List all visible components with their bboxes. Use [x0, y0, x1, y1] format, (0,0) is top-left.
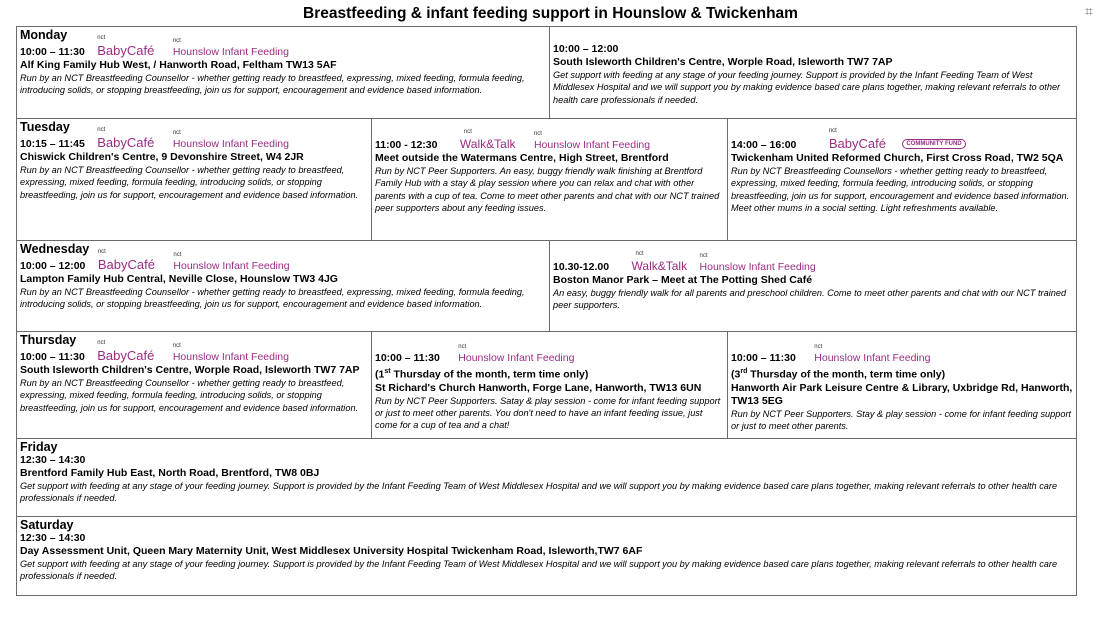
session-location: Brentford Family Hub East, North Road, Brentford, TW8 0BJ	[20, 467, 320, 479]
session-location: St Richard's Church Hanworth, Forge Lane, Hanworth, TW13 6UN	[375, 381, 702, 394]
monday-session-1	[17, 27, 549, 119]
day-label: Saturday	[20, 518, 74, 532]
session-location: Day Assessment Unit, Queen Mary Maternity Unit, West Middlesex University Hospital Twickenham Road, Isleworth,TW7 6AF	[20, 545, 643, 557]
session-description: Run by an NCT Breastfeeding Counsellor - whether getting ready to breastfeed, expressing, mixed feeding, formula feeding, introducing solids, or stopping breastfeeding, join us for support, encouragement and evidence based information.	[20, 287, 525, 310]
babycafe-logo: nct BabyCafé	[828, 128, 886, 151]
session-location: Boston Manor Park – Meet at The Potting Shed Café	[553, 274, 813, 286]
session-description: Run by an NCT Breastfeeding Counsellor - whether getting ready to breastfeed, expressing, mixed feeding, formula feeding, introducing solids, or stopping breastfeeding, join us for support, encouragement and evidence based information.	[20, 165, 359, 200]
session-description: Run by NCT Peer Supporters. Stay & play session - come for infant feeding support or just to meet other parents.	[731, 408, 1072, 431]
thursday-session-2	[371, 332, 727, 439]
babycafe-logo: nct BabyCafé	[97, 249, 155, 272]
friday-session	[17, 439, 1078, 517]
session-frequency: (3rd Thursday of the month, term time only)	[731, 368, 946, 381]
tuesday-session-3	[727, 119, 1078, 241]
monday-session-2	[549, 27, 1078, 119]
session-time: 11:00 - 12:30	[375, 139, 438, 151]
day-label: Friday	[20, 440, 58, 454]
day-label: Monday	[20, 28, 68, 42]
hounslow-infant-feeding-logo: nct Hounslow Infant Feeding	[814, 344, 931, 364]
session-time: 10:00 – 11:30	[375, 352, 440, 364]
babycafe-logo: nct BabyCafé	[97, 127, 155, 150]
session-location: Twickenham United Reformed Church, First Cross Road, TW2 5QA	[731, 152, 1064, 164]
session-location: Alf King Family Hub West, / Hanworth Road, Feltham TW13 5AF	[20, 59, 337, 71]
session-time: 10:00 – 12:00	[553, 43, 619, 55]
row-monday	[17, 27, 1076, 119]
session-time: 10:00 – 11:30	[20, 46, 85, 58]
session-time: 10.30-12.00	[553, 261, 610, 273]
row-tuesday	[17, 119, 1076, 241]
session-location: Chiswick Children's Centre, 9 Devonshire Street, W4 2JR	[20, 151, 304, 163]
session-time: 10:00 – 12:00	[20, 260, 86, 272]
thursday-session-3	[727, 332, 1078, 439]
session-time: 10:00 – 11:30	[731, 352, 796, 364]
hounslow-infant-feeding-logo: nct Hounslow Infant Feeding	[533, 131, 651, 151]
schedule-table	[16, 26, 1077, 596]
day-label: Wednesday	[20, 242, 90, 256]
hounslow-infant-feeding-logo: nct Hounslow Infant Feeding	[699, 253, 816, 273]
row-thursday	[17, 332, 1076, 439]
hounslow-infant-feeding-logo: nct Hounslow Infant Feeding	[172, 38, 289, 58]
session-location: Meet outside the Watermans Centre, High Street, Brentford	[375, 152, 669, 164]
session-description: Run by NCT Peer Supporters. An easy, buggy friendly walk finishing at Brentford Family Hub with a stay & play session where you can relax and chat with other parents with a cup of tea. Come to meet other parents and chat with our NCT trained peer supporters about any feeding issues.	[375, 166, 720, 214]
session-description: Get support with feeding at any stage of your feeding journey. Support is provided by the Infant Feeding Team of West Middlesex Hospital and we will support you by making evidence based care plans together, making relevant referrals to other health care professionals if needed.	[553, 70, 1061, 105]
babycafe-logo: nct BabyCafé	[97, 340, 155, 363]
session-description: Run by an NCT Breastfeeding Counsellor - whether getting ready to breastfeed, expressing, mixed feeding, formula feeding, introducing solids, or stopping breastfeeding, join us for support, encouragement and evidence based information.	[20, 378, 359, 413]
hounslow-infant-feeding-logo: nct Hounslow Infant Feeding	[458, 344, 575, 364]
hounslow-infant-feeding-logo: nct Hounslow Infant Feeding	[173, 252, 290, 272]
page-title: Breastfeeding & infant feeding support in Hounslow & Twickenham	[303, 5, 798, 22]
session-time: 14:00 – 16:00	[731, 139, 797, 151]
saturday-session	[17, 517, 1078, 595]
session-time: 10:00 – 11:30	[20, 351, 85, 363]
session-location: Lampton Family Hub Central, Neville Close, Hounslow TW3 4JG	[20, 273, 338, 285]
scan-icon[interactable]: ⌗	[1085, 3, 1093, 19]
thursday-session-1	[17, 332, 371, 439]
wednesday-session-2	[549, 241, 1078, 332]
session-description: Run by NCT Breastfeeding Counsellors - whether getting ready to breastfeed, expressing, mixed feeding, formula feeding, introducing solids, or stopping breastfeeding, join us for support, encouragement and evidence based information. Meet other mums in a social setting. Light refreshments available.	[731, 166, 1070, 214]
babycafe-logo: nct BabyCafé	[97, 35, 155, 58]
session-location: South Isleworth Children's Centre, Worple Road, Isleworth TW7 7AP	[553, 56, 893, 68]
walk-and-talk-logo: nct Walk&Talk	[459, 129, 516, 151]
day-label: Thursday	[20, 333, 77, 347]
row-friday	[17, 439, 1076, 517]
tuesday-session-1	[17, 119, 371, 241]
row-wednesday	[17, 241, 1076, 332]
community-fund-logo: COMMUNITY FUND	[902, 139, 965, 149]
hounslow-infant-feeding-logo: nct Hounslow Infant Feeding	[172, 343, 289, 363]
session-location: South Isleworth Children's Centre, Worple Road, Isleworth TW7 7AP	[20, 364, 360, 376]
hounslow-infant-feeding-logo: nct Hounslow Infant Feeding	[172, 130, 289, 150]
session-location: Hanworth Air Park Leisure Centre & Library, Uxbridge Rd, Hanworth, TW13 5EG	[731, 381, 1073, 407]
row-saturday	[17, 517, 1076, 595]
session-description: Run by an NCT Breastfeeding Counsellor - whether getting ready to breastfeed, expressing, mixed feeding, formula feeding, introducing solids, or stopping breastfeeding, join us for support, encouragement and evidence based information.	[20, 73, 525, 96]
session-description: Get support with feeding at any stage of your feeding journey. Support is provided by the Infant Feeding Team of West Middlesex Hospital and we will support you by making evidence based care plans together, making relevant referrals to other health care professionals if needed.	[20, 481, 1058, 504]
session-time: 12:30 – 14:30	[20, 532, 86, 544]
session-time: 10:15 – 11:45	[20, 138, 85, 150]
session-frequency: (1st Thursday of the month, term time only)	[375, 368, 589, 381]
tuesday-session-2	[371, 119, 727, 241]
session-description: Run by NCT Peer Supporters. Satay & play session - come for infant feeding support or just to meet other parents. You don't need to have an infant feeding issue, just come for a cup of tea and a chat!	[375, 395, 721, 431]
session-description: An easy, buggy friendly walk for all parents and preschool children. Come to meet other parents and chat with our NCT trained peer supporters.	[553, 288, 1067, 311]
wednesday-session-1	[17, 241, 549, 332]
walk-and-talk-logo: nct Walk&Talk	[631, 251, 688, 273]
day-label: Tuesday	[20, 120, 70, 134]
session-description: Get support with feeding at any stage of your feeding journey. Support is provided by the Infant Feeding Team of West Middlesex Hospital and we will support you by making evidence based care plans together, making relevant referrals to other health care professionals if needed.	[20, 559, 1058, 582]
session-time: 12:30 – 14:30	[20, 454, 86, 466]
